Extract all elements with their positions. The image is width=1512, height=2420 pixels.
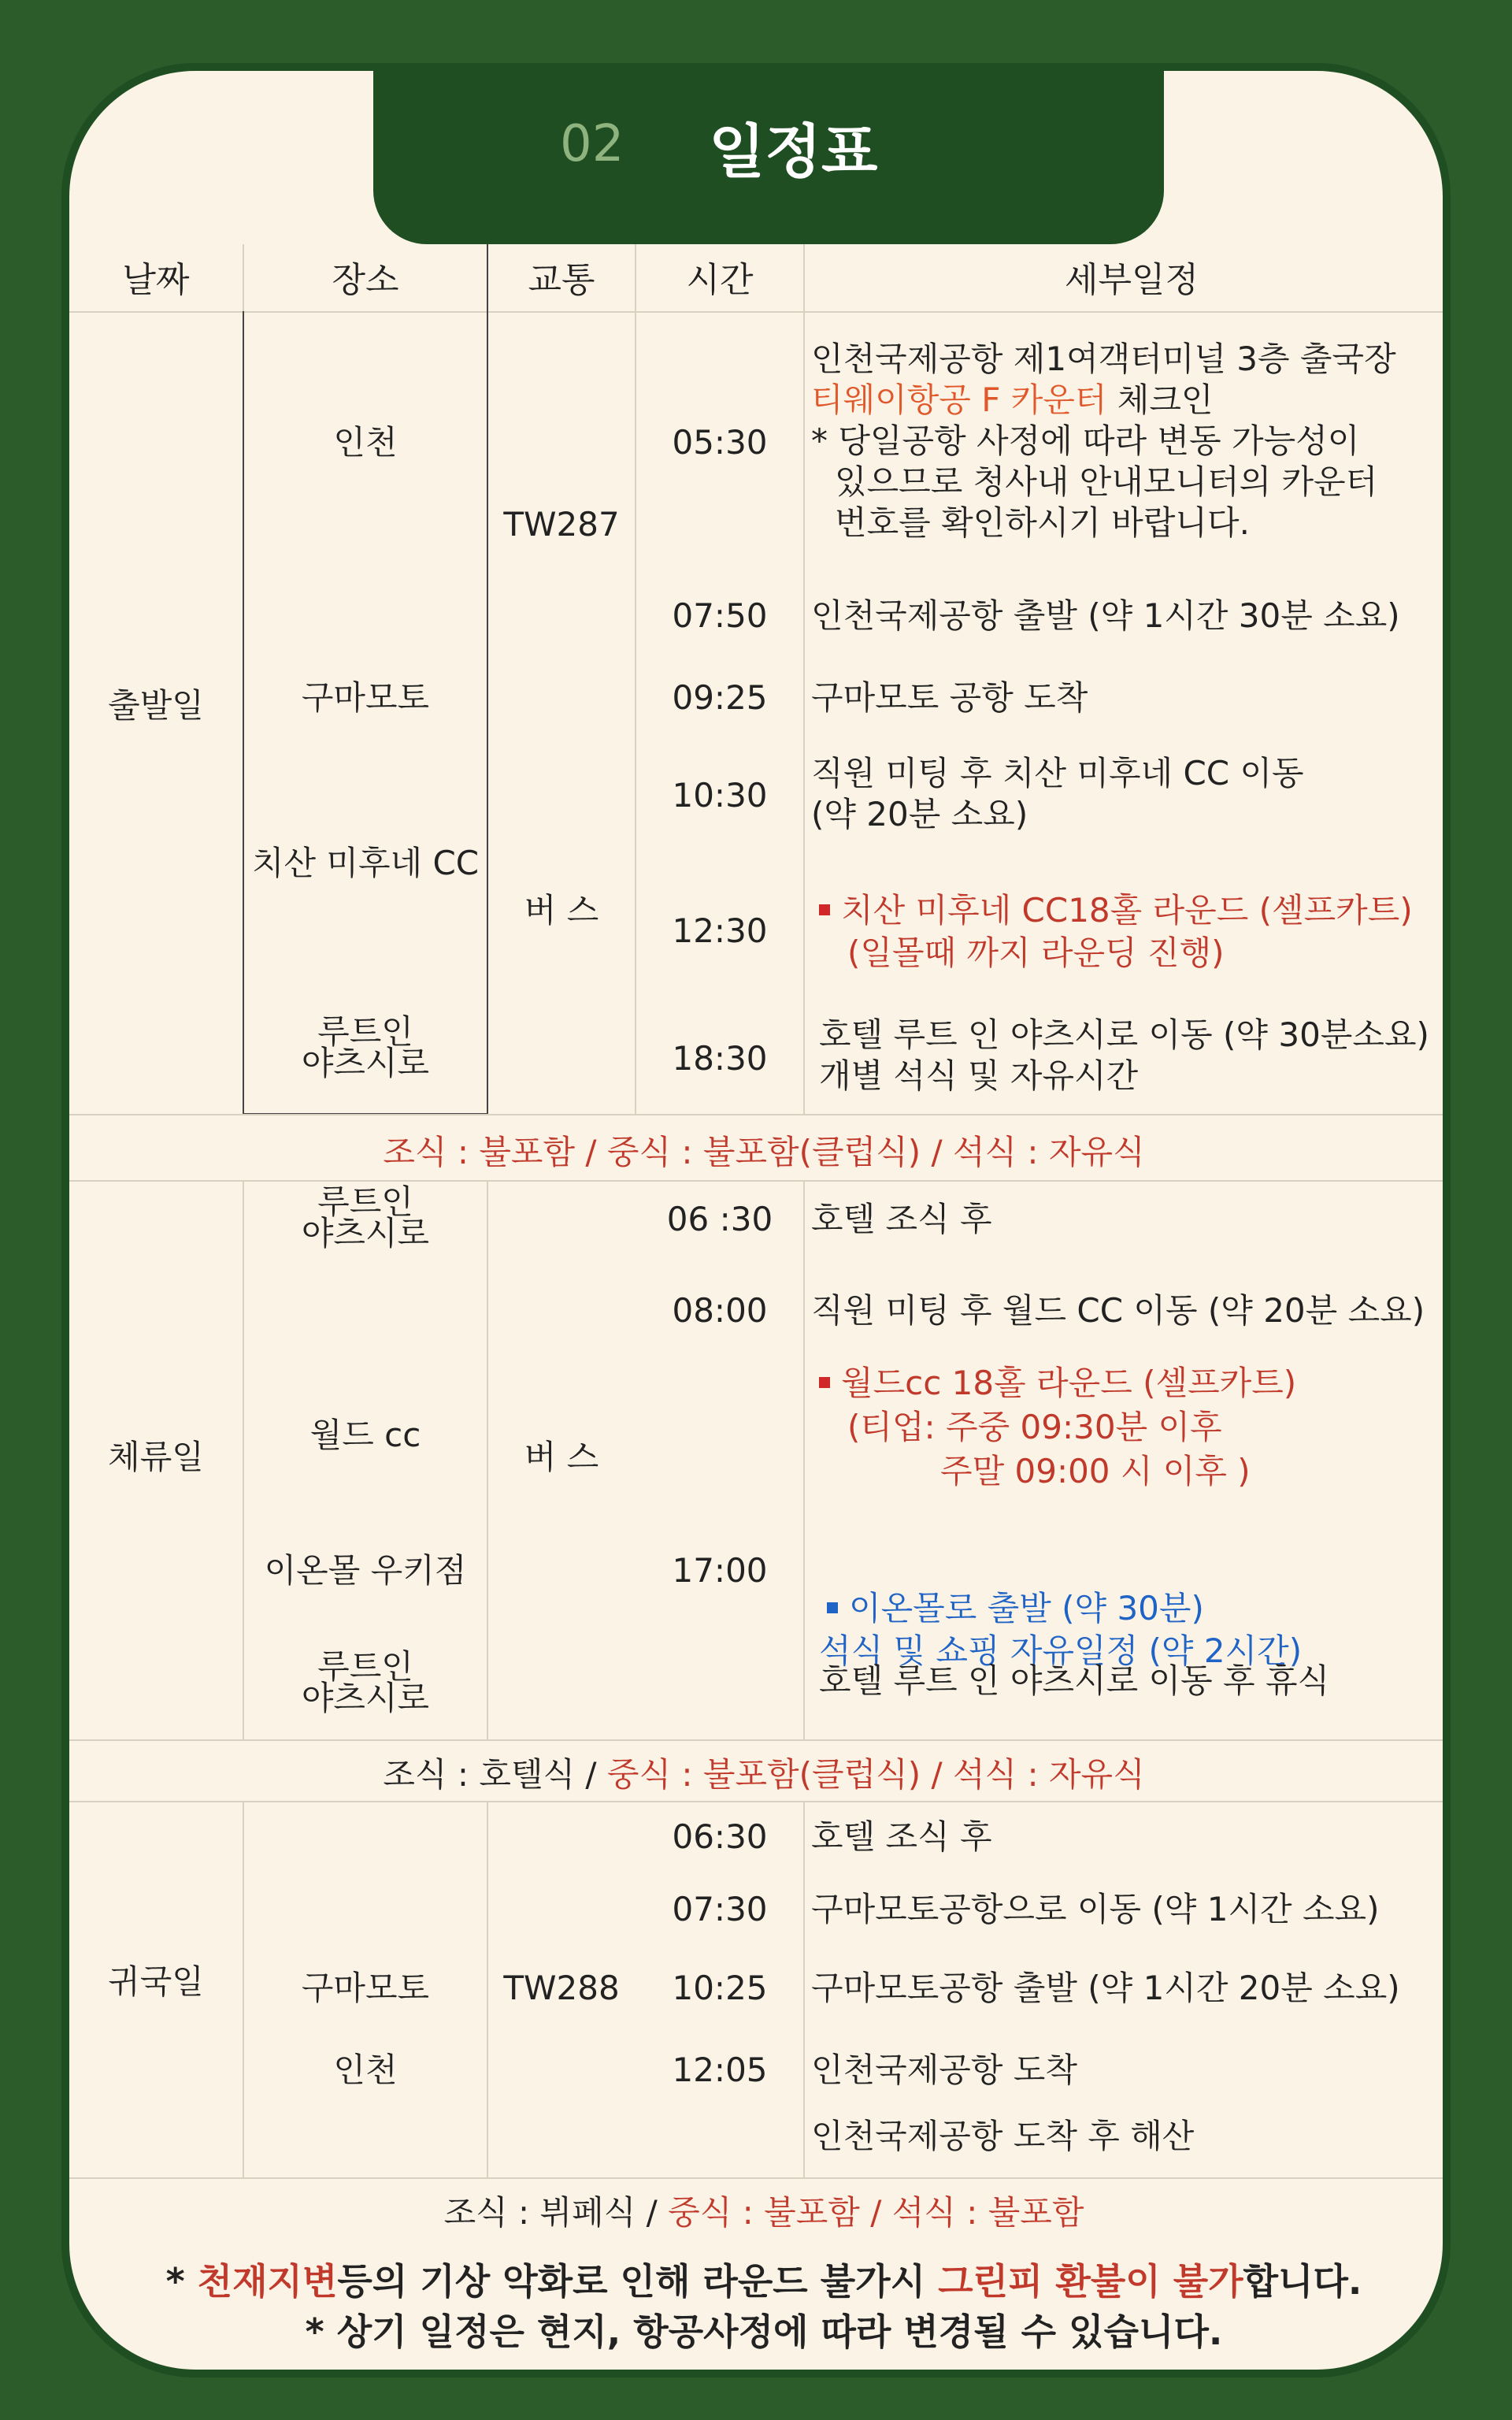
day2-round-line: (티업: 주중 09:30분 이후 [847, 1408, 1222, 1446]
counter-highlight: 티웨이항공 F 카운터 [811, 380, 1107, 419]
day1-round-line [819, 890, 1413, 931]
section-number: 02 [560, 115, 624, 173]
day3-time: 07:30 [672, 1890, 768, 1928]
day3-detail-line: 구마모토공항 출발 (약 1시간 20분 소요) [811, 1969, 1400, 2007]
day3-detail-line: 인천국제공항 도착 [811, 2051, 1077, 2089]
row-divider [69, 1801, 1451, 1802]
day1-time: 09:25 [672, 678, 768, 717]
day2-round-line: 주말 09:00 시 이후 ) [940, 1452, 1251, 1490]
notice-refund [69, 2253, 1451, 2305]
row-divider [69, 1739, 1451, 1741]
column-divider [803, 1180, 805, 1739]
day2-mall-text: 이온몰로 출발 (약 30분) [849, 1589, 1204, 1628]
row-divider [69, 2177, 1451, 2179]
notice-text: 합니다. [1243, 2260, 1362, 2303]
day1-detail-line: 인천국제공항 제1여객터미널 3층 출국장 [811, 340, 1396, 378]
day1-detail-line [811, 380, 1214, 421]
day1-detail-line: * 당일공항 사정에 따라 변동 가능성이 [811, 421, 1360, 460]
day3-detail-line: 호텔 조식 후 [811, 1817, 992, 1856]
day3-date: 귀국일 [108, 1962, 204, 2001]
row-divider [69, 1114, 1451, 1115]
notice-highlight: 천재지변 [197, 2260, 338, 2303]
day1-time: 10:30 [672, 776, 768, 815]
red-square-icon [819, 1377, 830, 1388]
column-header-date: 날짜 [122, 260, 190, 300]
column-divider-dark [487, 244, 488, 1114]
header-divider-v1 [243, 244, 244, 311]
day1-round-line: (일몰때 까지 라운딩 진행) [847, 933, 1225, 972]
day3-detail-line: 구마모토공항으로 이동 (약 1시간 소요) [811, 1890, 1380, 1928]
day2-round-text: 월드cc 18홀 라운드 (셀프카트) [841, 1364, 1297, 1402]
day2-meals-highlight: 중식 : 불포함(클럽식) / 석식 : 자유식 [606, 1755, 1145, 1794]
day2-meals-text: 조식 : 호텔식 / [383, 1755, 607, 1794]
page-title: 일정표 [709, 118, 878, 186]
day1-bus: 버 스 [524, 891, 599, 930]
day2-bus: 버 스 [524, 1438, 599, 1476]
day1-detail-line: 구마모토 공항 도착 [811, 678, 1088, 717]
row-divider [69, 1180, 1451, 1182]
column-header-detail: 세부일정 [1064, 260, 1199, 300]
day2-place: 이온몰 우키점 [264, 1551, 467, 1590]
day3-place: 인천 [333, 2051, 398, 2089]
notice-highlight: 그린피 환불이 불가 [938, 2260, 1243, 2303]
day3-meals [69, 2187, 1451, 2234]
notice-text: 등의 기상 악화로 인해 라운드 불가시 [337, 2260, 939, 2303]
day2-detail-line: 호텔 조식 후 [811, 1200, 992, 1238]
day2-place: 루트인 야츠시로 [301, 1647, 430, 1717]
day1-flight: TW287 [503, 505, 620, 544]
day1-detail-line: 번호를 확인하시기 바랍니다. [835, 503, 1250, 542]
day3-time: 12:05 [672, 2051, 768, 2089]
day1-detail-line: 있으므로 청사내 안내모니터의 카운터 [835, 462, 1378, 501]
day1-time: 18:30 [672, 1039, 768, 1078]
day3-place: 구마모토 [301, 1969, 430, 2007]
day3-time: 06:30 [672, 1817, 768, 1856]
day1-time: 05:30 [672, 423, 768, 462]
day3-meals-text: 조식 : 뷔페식 / [443, 2193, 669, 2232]
day2-time: 06 :30 [666, 1200, 773, 1238]
day1-detail-line: 개별 석식 및 자유시간 [819, 1056, 1139, 1095]
day1-detail-line: 직원 미팅 후 치산 미후네 CC 이동 [811, 754, 1304, 792]
day1-time: 12:30 [672, 911, 768, 950]
day3-flight: TW288 [503, 1969, 620, 2007]
day2-time: 08:00 [672, 1291, 768, 1330]
day1-detail-text: 체크인 [1106, 380, 1214, 419]
day2-time: 17:00 [672, 1551, 768, 1590]
notice-change: * 상기 일정은 현지, 항공사정에 따라 변경될 수 있습니다. [305, 2311, 1223, 2353]
column-divider [803, 1801, 805, 2177]
day1-round-text: 치산 미후네 CC18홀 라운드 (셀프카트) [841, 891, 1413, 930]
title-tab [373, 63, 1164, 244]
day2-mall-line [827, 1588, 1204, 1629]
day1-place: 루트인 야츠시로 [301, 1012, 430, 1082]
day1-place: 치산 미후네 CC [251, 844, 480, 882]
day2-place: 루트인 야츠시로 [301, 1182, 430, 1253]
day2-detail-line: 호텔 루트 인 야츠시로 이동 후 휴식 [819, 1661, 1330, 1700]
column-divider [803, 244, 805, 1114]
day1-date: 출발일 [108, 686, 204, 725]
day2-place: 월드 cc [309, 1416, 421, 1454]
day1-place: 인천 [333, 423, 398, 462]
day2-mall-line: 석식 및 쇼핑 자유일정 (약 2시간) [819, 1631, 1303, 1670]
blue-square-icon [827, 1602, 838, 1613]
red-square-icon [819, 904, 830, 915]
notice-text: * [165, 2260, 198, 2303]
header-divider [69, 311, 1451, 313]
day1-time: 07:50 [672, 596, 768, 635]
day3-detail-line: 인천국제공항 도착 후 해산 [811, 2117, 1195, 2155]
schedule-card [61, 63, 1451, 2377]
column-header-time: 시간 [686, 260, 754, 300]
day2-meals [69, 1749, 1451, 1796]
day1-detail-line: (약 20분 소요) [811, 795, 1028, 833]
column-header-transport: 교통 [528, 260, 595, 300]
day1-detail-line: 인천국제공항 출발 (약 1시간 30분 소요) [811, 596, 1400, 635]
day2-date: 체류일 [108, 1438, 204, 1476]
column-header-place: 장소 [332, 260, 399, 300]
day1-place: 구마모토 [301, 678, 430, 717]
day3-time: 10:25 [672, 1969, 768, 2007]
day1-detail-line: 호텔 루트 인 야츠시로 이동 (약 30분소요) [819, 1015, 1429, 1054]
day2-round-line [819, 1363, 1296, 1404]
day1-meals: 조식 : 불포함 / 중식 : 불포함(클럽식) / 석식 : 자유식 [383, 1133, 1145, 1171]
day2-detail-line: 직원 미팅 후 월드 CC 이동 (약 20분 소요) [811, 1291, 1425, 1330]
day3-meals-highlight: 중식 : 불포함 / 석식 : 불포함 [668, 2193, 1084, 2232]
